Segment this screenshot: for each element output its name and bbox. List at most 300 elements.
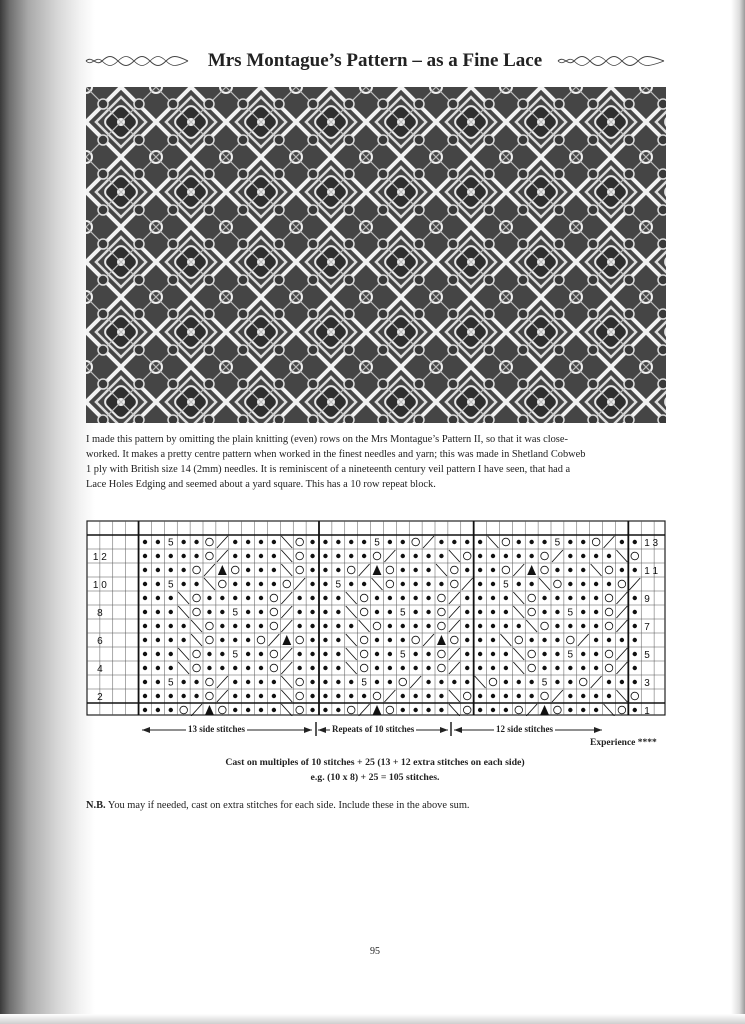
stitch-purl-dot (465, 652, 469, 656)
stitch-purl-dot (491, 694, 495, 698)
stitch-purl-dot (413, 554, 417, 558)
row-number-right: 1 (644, 706, 650, 716)
stitch-purl-dot (401, 638, 405, 642)
stitch-purl-dot (336, 540, 340, 544)
stitch-five-from-one: 5 (167, 677, 174, 689)
stitch-five-from-one: 5 (399, 649, 406, 661)
stitch-purl-dot (194, 694, 198, 698)
stitch-purl-dot (478, 652, 482, 656)
stitch-purl-dot (439, 680, 443, 684)
stitch-purl-dot (220, 624, 224, 628)
stitch-purl-dot (259, 652, 263, 656)
stitch-purl-dot (310, 568, 314, 572)
stitch-purl-dot (620, 540, 624, 544)
stitch-purl-dot (478, 694, 482, 698)
stitch-purl-dot (272, 708, 276, 712)
stitch-purl-dot (401, 694, 405, 698)
cast-on-line: Cast on multiples of 10 stitches + 25 (13 + 12 extra stitches on each side) (225, 757, 525, 768)
stitch-purl-dot (504, 554, 508, 558)
stitch-purl-dot (310, 610, 314, 614)
stitch-purl-dot (581, 554, 585, 558)
stitch-purl-dot (169, 638, 173, 642)
stitch-purl-dot (401, 582, 405, 586)
stitch-purl-dot (181, 694, 185, 698)
stitch-purl-dot (594, 694, 598, 698)
note-text: You may if needed, cast on extra stitches for each side. Include these in the above sum. (105, 800, 470, 811)
stitch-purl-dot (143, 596, 147, 600)
stitch-purl-dot (426, 694, 430, 698)
stitch-purl-dot (413, 694, 417, 698)
repeat-stitches-label: Repeats of 10 stitches (332, 724, 415, 734)
stitch-purl-dot (517, 694, 521, 698)
stitch-purl-dot (504, 680, 508, 684)
lace-knit-photo (86, 87, 666, 423)
stitch-purl-dot (633, 652, 637, 656)
stitch-purl-dot (504, 610, 508, 614)
stitch-purl-dot (156, 652, 160, 656)
stitch-purl-dot (401, 708, 405, 712)
stitch-purl-dot (323, 610, 327, 614)
stitch-purl-dot (323, 554, 327, 558)
stitch-purl-dot (156, 624, 160, 628)
stitch-purl-dot (542, 652, 546, 656)
stitch-purl-dot (143, 540, 147, 544)
stitch-purl-dot (169, 624, 173, 628)
stitch-purl-dot (156, 540, 160, 544)
stitch-purl-dot (272, 582, 276, 586)
stitch-purl-dot (478, 666, 482, 670)
stitch-purl-dot (220, 638, 224, 642)
cast-on-example: e.g. (10 x 8) + 25 = 105 stitches. (310, 772, 440, 783)
stitch-purl-dot (323, 596, 327, 600)
stitch-purl-dot (310, 540, 314, 544)
stitch-purl-dot (323, 582, 327, 586)
stitch-purl-dot (336, 708, 340, 712)
stitch-purl-dot (568, 708, 572, 712)
stitch-purl-dot (439, 582, 443, 586)
stitch-purl-dot (233, 582, 237, 586)
stitch-purl-dot (620, 638, 624, 642)
stitch-purl-dot (233, 708, 237, 712)
stitch-purl-dot (233, 624, 237, 628)
stitch-purl-dot (439, 694, 443, 698)
stitch-purl-dot (323, 680, 327, 684)
stitch-purl-dot (323, 666, 327, 670)
stitch-five-from-one: 5 (567, 607, 574, 619)
stitch-count-labels (140, 722, 660, 738)
stitch-purl-dot (181, 624, 185, 628)
stitch-purl-dot (413, 596, 417, 600)
stitch-purl-dot (491, 652, 495, 656)
stitch-five-from-one: 5 (167, 537, 174, 549)
page-edge-shadow (731, 0, 745, 1024)
stitch-purl-dot (491, 638, 495, 642)
stitch-purl-dot (465, 624, 469, 628)
stitch-purl-dot (169, 694, 173, 698)
stitch-purl-dot (336, 652, 340, 656)
stitch-purl-dot (362, 694, 366, 698)
stitch-purl-dot (259, 610, 263, 614)
stitch-purl-dot (633, 638, 637, 642)
stitch-purl-dot (246, 652, 250, 656)
stitch-purl-dot (426, 596, 430, 600)
stitch-purl-dot (555, 610, 559, 614)
stitch-purl-dot (478, 610, 482, 614)
stitch-purl-dot (323, 694, 327, 698)
stitch-purl-dot (194, 554, 198, 558)
stitch-purl-dot (233, 540, 237, 544)
stitch-purl-dot (388, 680, 392, 684)
stitch-purl-dot (169, 568, 173, 572)
stitch-purl-dot (529, 554, 533, 558)
stitch-purl-dot (336, 666, 340, 670)
stitch-purl-dot (465, 540, 469, 544)
stitch-purl-dot (465, 610, 469, 614)
stitch-purl-dot (568, 694, 572, 698)
stitch-purl-dot (633, 596, 637, 600)
stitch-five-from-one: 5 (335, 579, 342, 591)
stitch-purl-dot (233, 680, 237, 684)
stitch-purl-dot (169, 708, 173, 712)
stitch-purl-dot (169, 610, 173, 614)
stitch-five-from-one: 5 (399, 607, 406, 619)
stitch-purl-dot (633, 666, 637, 670)
stitch-purl-dot (233, 554, 237, 558)
stitch-purl-dot (465, 666, 469, 670)
row-number-right: 7 (644, 622, 650, 633)
stitch-purl-dot (620, 680, 624, 684)
stitch-purl-dot (323, 568, 327, 572)
stitch-purl-dot (517, 554, 521, 558)
stitch-purl-dot (401, 596, 405, 600)
description-line: I made this pattern by omitting the plain knitting (even) rows on the Mrs Montague’s Pattern II, so that it was close- (86, 434, 568, 445)
stitch-purl-dot (594, 666, 598, 670)
stitch-purl-dot (143, 708, 147, 712)
description-paragraph (86, 432, 668, 492)
stitch-purl-dot (491, 582, 495, 586)
stitch-purl-dot (491, 708, 495, 712)
stitch-purl-dot (504, 694, 508, 698)
stitch-purl-dot (401, 554, 405, 558)
stitch-five-from-one: 5 (374, 537, 380, 549)
stitch-purl-dot (581, 568, 585, 572)
stitch-purl-dot (568, 582, 572, 586)
stitch-purl-dot (426, 624, 430, 628)
stitch-purl-dot (349, 554, 353, 558)
stitch-purl-dot (375, 638, 379, 642)
stitch-purl-dot (169, 596, 173, 600)
stitch-five-from-one: 5 (554, 537, 561, 549)
stitch-purl-dot (594, 610, 598, 614)
stitch-purl-dot (426, 554, 430, 558)
stitch-purl-dot (310, 694, 314, 698)
stitch-purl-dot (336, 568, 340, 572)
stitch-purl-dot (542, 540, 546, 544)
stitch-purl-dot (233, 638, 237, 642)
stitch-purl-dot (246, 582, 250, 586)
stitch-purl-dot (594, 638, 598, 642)
stitch-purl-dot (607, 694, 611, 698)
stitch-purl-dot (504, 708, 508, 712)
stitch-purl-dot (555, 624, 559, 628)
stitch-purl-dot (529, 680, 533, 684)
stitch-five-from-one: 5 (361, 677, 367, 689)
stitch-purl-dot (156, 680, 160, 684)
stitch-purl-dot (156, 666, 160, 670)
stitch-purl-dot (529, 582, 533, 586)
stitch-purl-dot (388, 666, 392, 670)
stitch-purl-dot (143, 680, 147, 684)
stitch-purl-dot (491, 666, 495, 670)
stitch-purl-dot (272, 554, 276, 558)
stitch-purl-dot (555, 638, 559, 642)
stitch-purl-dot (581, 596, 585, 600)
stitch-purl-dot (336, 680, 340, 684)
stitch-purl-dot (478, 624, 482, 628)
stitch-purl-dot (478, 708, 482, 712)
stitch-purl-dot (246, 666, 250, 670)
stitch-purl-dot (388, 540, 392, 544)
stitch-purl-dot (323, 638, 327, 642)
row-number-right: 3 (644, 678, 650, 689)
stitch-purl-dot (143, 582, 147, 586)
stitch-purl-dot (156, 610, 160, 614)
book-spine-shadow (0, 0, 95, 1024)
stitch-purl-dot (323, 708, 327, 712)
stitch-purl-dot (529, 638, 533, 642)
row-number-left: 4 (97, 664, 103, 675)
stitch-purl-dot (581, 694, 585, 698)
stitch-purl-dot (233, 596, 237, 600)
stitch-purl-dot (465, 596, 469, 600)
stitch-purl-dot (413, 568, 417, 572)
stitch-purl-dot (465, 680, 469, 684)
stitch-purl-dot (594, 596, 598, 600)
stitch-purl-dot (581, 582, 585, 586)
stitch-purl-dot (156, 638, 160, 642)
stitch-purl-dot (607, 638, 611, 642)
stitch-purl-dot (181, 554, 185, 558)
stitch-purl-dot (143, 554, 147, 558)
stitch-purl-dot (259, 708, 263, 712)
stitch-purl-dot (336, 624, 340, 628)
stitch-purl-dot (220, 610, 224, 614)
stitch-purl-dot (246, 694, 250, 698)
stitch-five-from-one: 5 (567, 649, 574, 661)
stitch-purl-dot (491, 554, 495, 558)
stitch-purl-dot (143, 638, 147, 642)
stitch-purl-dot (259, 540, 263, 544)
right-side-stitches-label: 12 side stitches (496, 724, 553, 734)
stitch-purl-dot (517, 582, 521, 586)
stitch-purl-dot (426, 610, 430, 614)
stitch-purl-dot (336, 694, 340, 698)
stitch-purl-dot (426, 568, 430, 572)
page-number: 95 (370, 946, 380, 957)
stitch-purl-dot (568, 540, 572, 544)
stitch-purl-dot (143, 610, 147, 614)
stitch-purl-dot (594, 652, 598, 656)
stitch-purl-dot (169, 652, 173, 656)
stitch-purl-dot (491, 596, 495, 600)
stitch-purl-dot (478, 596, 482, 600)
stitch-purl-dot (504, 624, 508, 628)
stitch-purl-dot (542, 596, 546, 600)
stitch-purl-dot (143, 694, 147, 698)
stitch-purl-dot (426, 708, 430, 712)
stitch-purl-dot (297, 666, 301, 670)
row-number-left: 1 0 (92, 580, 107, 591)
stitch-purl-dot (362, 582, 366, 586)
stitch-purl-dot (517, 624, 521, 628)
stitch-purl-dot (143, 666, 147, 670)
stitch-purl-dot (310, 666, 314, 670)
stitch-purl-dot (581, 666, 585, 670)
row-number-left: 8 (97, 608, 103, 619)
note-label: N.B. (86, 800, 106, 811)
stitch-purl-dot (310, 554, 314, 558)
stitch-purl-dot (388, 638, 392, 642)
stitch-purl-dot (478, 568, 482, 572)
stitch-purl-dot (310, 708, 314, 712)
experience-rating: Experience **** (590, 738, 657, 748)
row-number-right: 5 (644, 650, 650, 661)
row-number-left: 1 2 (92, 552, 107, 563)
stitch-purl-dot (504, 666, 508, 670)
stitch-purl-dot (439, 708, 443, 712)
right-flourish-icon (556, 53, 666, 69)
stitch-purl-dot (594, 582, 598, 586)
stitch-purl-dot (336, 554, 340, 558)
stitch-purl-dot (465, 568, 469, 572)
stitch-purl-dot (594, 708, 598, 712)
stitch-purl-dot (581, 624, 585, 628)
stitch-purl-dot (439, 554, 443, 558)
stitch-purl-dot (555, 568, 559, 572)
stitch-purl-dot (181, 540, 185, 544)
stitch-purl-dot (310, 624, 314, 628)
stitch-purl-dot (246, 624, 250, 628)
stitch-purl-dot (156, 596, 160, 600)
stitch-purl-dot (194, 540, 198, 544)
stitch-purl-dot (310, 680, 314, 684)
stitch-purl-dot (491, 610, 495, 614)
note-paragraph (86, 800, 668, 811)
left-side-stitches-label: 13 side stitches (188, 724, 245, 734)
stitch-purl-dot (478, 540, 482, 544)
stitch-purl-dot (594, 624, 598, 628)
stitch-purl-dot (181, 638, 185, 642)
stitch-purl-dot (220, 666, 224, 670)
stitch-purl-dot (401, 624, 405, 628)
stitch-purl-dot (388, 610, 392, 614)
stitch-purl-dot (246, 554, 250, 558)
stitch-purl-dot (272, 540, 276, 544)
stitch-purl-dot (349, 624, 353, 628)
stitch-purl-dot (465, 638, 469, 642)
stitch-purl-dot (581, 708, 585, 712)
stitch-purl-dot (336, 596, 340, 600)
chart-frame (87, 521, 665, 715)
stitch-purl-dot (143, 568, 147, 572)
stitch-purl-dot (156, 582, 160, 586)
stitch-purl-dot (375, 666, 379, 670)
stitch-purl-dot (246, 610, 250, 614)
stitch-purl-dot (169, 666, 173, 670)
stitch-purl-dot (633, 568, 637, 572)
stitch-purl-dot (478, 582, 482, 586)
stitch-purl-dot (143, 624, 147, 628)
stitch-purl-dot (388, 652, 392, 656)
stitch-purl-dot (388, 624, 392, 628)
stitch-purl-dot (207, 652, 211, 656)
stitch-purl-dot (220, 652, 224, 656)
stitch-purl-dot (310, 582, 314, 586)
stitch-purl-dot (246, 596, 250, 600)
stitch-purl-dot (207, 666, 211, 670)
stitch-purl-dot (349, 582, 353, 586)
stitch-purl-dot (633, 680, 637, 684)
stitch-purl-dot (542, 638, 546, 642)
page-title: Mrs Montague’s Pattern – as a Fine Lace (207, 50, 543, 71)
stitch-purl-dot (246, 540, 250, 544)
description-line: worked. It makes a pretty centre pattern when worked in the finest needles and yarn; this was made in Shetland Cobweb (86, 449, 586, 460)
stitch-purl-dot (581, 610, 585, 614)
stitch-purl-dot (233, 666, 237, 670)
stitch-purl-dot (362, 540, 366, 544)
stitch-purl-dot (439, 540, 443, 544)
stitch-purl-dot (555, 680, 559, 684)
stitch-purl-dot (517, 540, 521, 544)
stitch-purl-dot (259, 680, 263, 684)
stitch-purl-dot (156, 694, 160, 698)
stitch-purl-dot (297, 610, 301, 614)
stitch-purl-dot (246, 568, 250, 572)
stitch-purl-dot (156, 568, 160, 572)
row-number-left: 2 (97, 692, 103, 703)
stitch-five-from-one: 5 (232, 649, 239, 661)
stitch-purl-dot (246, 680, 250, 684)
row-number-right: 9 (644, 594, 650, 605)
row-number-left: 6 (97, 636, 103, 647)
stitch-purl-dot (349, 540, 353, 544)
stitch-purl-dot (310, 596, 314, 600)
stitch-purl-dot (413, 708, 417, 712)
stitch-purl-dot (426, 652, 430, 656)
stitch-purl-dot (426, 582, 430, 586)
stitch-purl-dot (259, 596, 263, 600)
stitch-purl-dot (310, 638, 314, 642)
stitch-purl-dot (581, 652, 585, 656)
stitch-purl-dot (272, 694, 276, 698)
stitch-purl-dot (568, 554, 572, 558)
stitch-purl-dot (259, 568, 263, 572)
stitch-purl-dot (620, 568, 624, 572)
stitch-purl-dot (169, 554, 173, 558)
stitch-purl-dot (156, 554, 160, 558)
stitch-purl-dot (375, 680, 379, 684)
stitch-purl-dot (349, 694, 353, 698)
stitch-five-from-one: 5 (541, 677, 548, 689)
stitch-purl-dot (143, 652, 147, 656)
stitch-purl-dot (478, 638, 482, 642)
stitch-purl-dot (375, 596, 379, 600)
stitch-purl-dot (349, 680, 353, 684)
stitch-purl-dot (323, 624, 327, 628)
stitch-purl-dot (426, 680, 430, 684)
stitch-purl-dot (568, 596, 572, 600)
stitch-purl-dot (607, 554, 611, 558)
